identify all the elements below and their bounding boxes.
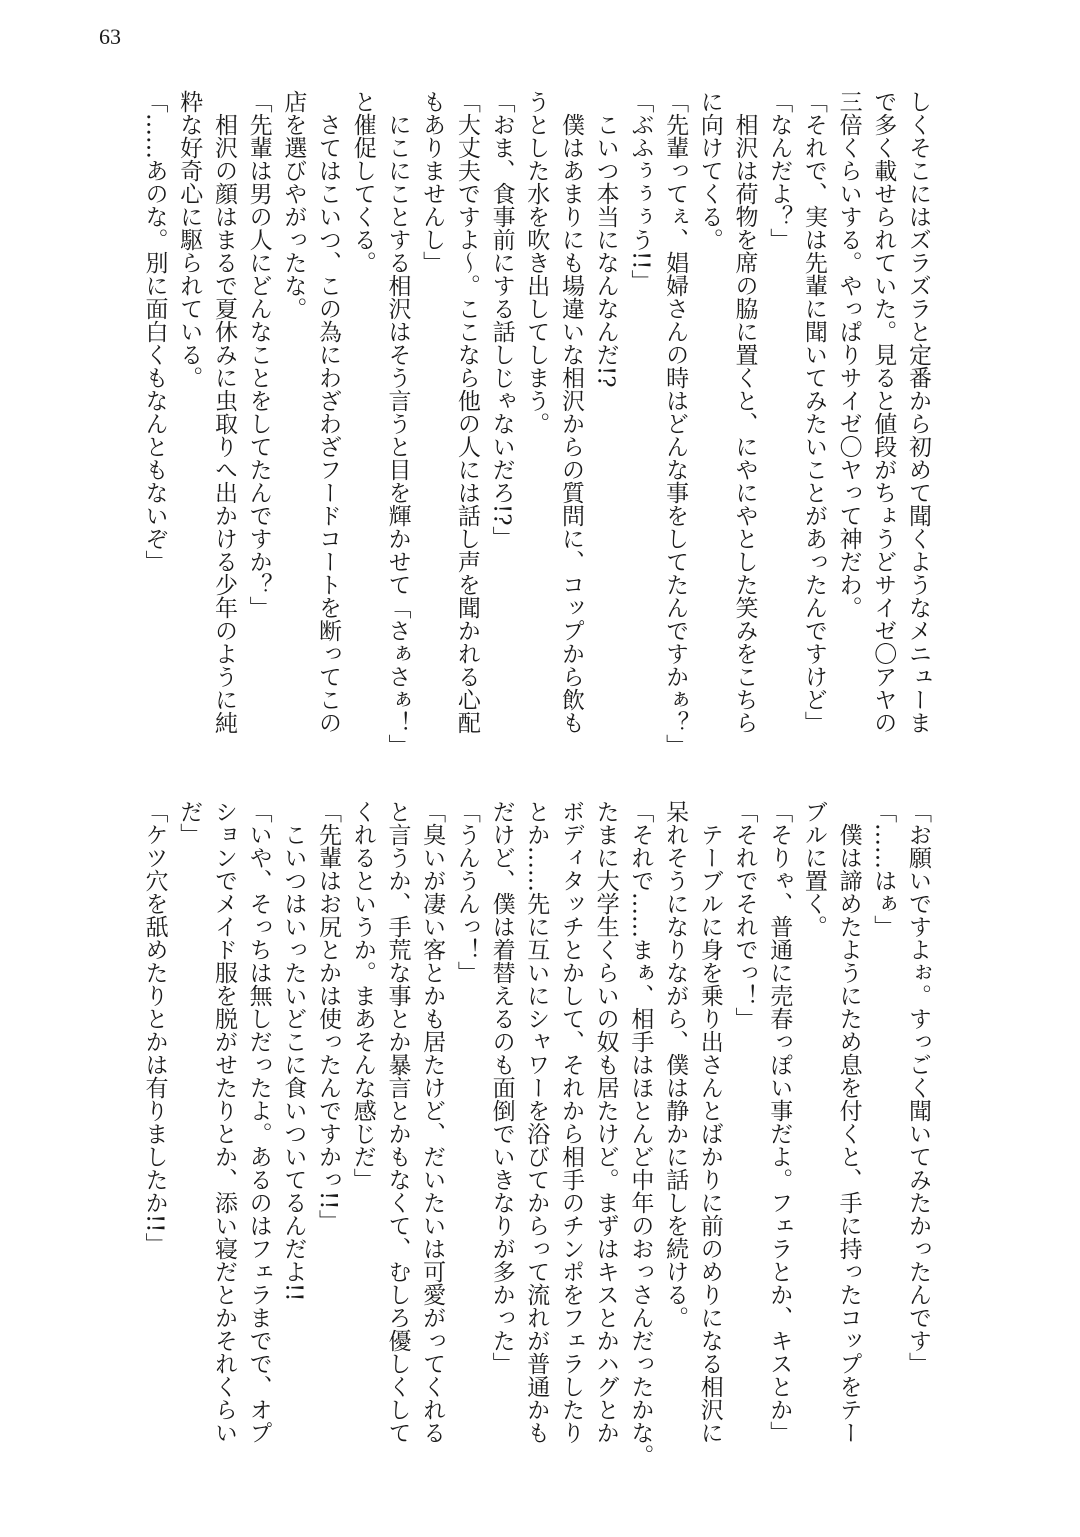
text-line: 「ケツ穴を舐めたりとかは有りましたか!!」 [141, 800, 168, 1256]
text-line: 僕は諦めたようにため息を付くと、手に持ったコップをテー [835, 800, 862, 1444]
text-line: こいつ本当になんなんだ!? [592, 90, 619, 388]
text-line: くれるというか。まあそんな感じだ」 [349, 800, 376, 1191]
text-line: 三倍くらいする。やっぱりサイゼ〇ヤって神だわ。 [835, 90, 862, 619]
text-line: と催促してくる。 [349, 90, 376, 274]
text-line: 「……はぁ」 [870, 800, 897, 938]
text-line: 「大丈夫ですよ〜。ここなら他の人には話し声を聞かれる心配 [453, 90, 480, 734]
text-line: ボディタッチとかして、それから相手のチンポをフェラしたり [557, 800, 584, 1444]
text-line: 店を選びやがったな。 [280, 90, 307, 320]
text-line: 呆れそうになりながら、僕は静かに話しを続ける。 [662, 800, 689, 1329]
text-line: 「先輩はお尻とかは使ったんですかっ!!」 [315, 800, 342, 1233]
text-line: と言うか、手荒な事とか暴言とかもなくて、むしろ優しくして [384, 800, 411, 1444]
text-line: たまに大学生くらいの奴も居たけど。まずはキスとかハグとか [592, 800, 619, 1444]
text-block-top [105, 90, 935, 782]
text-line: 粋な好奇心に駆られている。 [176, 90, 203, 389]
text-line: に向けてくる。 [696, 90, 723, 251]
text-block-bottom [105, 800, 935, 1500]
text-line: もありませんし」 [419, 90, 446, 274]
text-line: 「いや、そっちは無しだったよ。あるのはフェラまでで、オプ [245, 800, 272, 1444]
text-line: 「……あのな。別に面白くもなんともないぞ」 [141, 90, 168, 573]
text-line: しくそこにはズラズラと定番から初めて聞くようなメニューま [905, 90, 931, 734]
page-number: 63 [99, 24, 121, 49]
text-line: 「なんだよ？」 [766, 90, 793, 251]
text-line: だ」 [176, 800, 203, 846]
text-line: ブルに置く。 [800, 800, 827, 938]
text-line: さてはこいつ、この為にわざわざフードコートを断ってこの [315, 90, 342, 734]
text-line: 僕はあまりにも場違いな相沢からの質問に、コップから飲も [557, 90, 584, 734]
text-line: で多く載せられていた。見ると値段がちょうどサイゼ〇アヤの [870, 90, 897, 734]
text-line: 「おま、食事前にする話しじゃないだろ!?」 [488, 90, 515, 549]
text-line: だけど、僕は着替えるのも面倒でいきなりが多かった」 [488, 800, 515, 1375]
text-line: 相沢の顔はまるで夏休みに虫取りへ出かける少年のように純 [210, 90, 237, 734]
text-line: にこにことする相沢はそう言うと目を輝かせて「さぁさぁ！」 [384, 90, 411, 757]
text-line: 相沢は荷物を席の脇に置くと、にやにやとした笑みをこちら [731, 90, 758, 734]
text-line: 「それで、実は先輩に聞いてみたいことがあったんですけど」 [800, 90, 827, 734]
text-line: こいつはいったいどこに食いついてるんだよ!! [280, 800, 307, 1302]
text-line: 「それで……まぁ、相手はほとんど中年のおっさんだったかな。 [627, 800, 654, 1467]
text-line: 「うんうんっ！」 [453, 800, 480, 984]
text-line: 「先輩ってぇ、娼婦さんの時はどんな事をしてたんですかぁ？」 [662, 90, 689, 757]
text-line: 「そりゃ、普通に売春っぽい事だよ。フェラとか、キスとか」 [766, 800, 793, 1444]
text-line: 「ぶふぅぅぅう!!」 [627, 90, 654, 293]
text-line: うとした水を吹き出してしまう。 [523, 90, 550, 435]
text-line: 「それでそれでっ！」 [731, 800, 758, 1030]
text-line: 「お願いですよぉ。すっごく聞いてみたかったんです」 [905, 800, 931, 1375]
text-line: とか……先に互いにシャワーを浴びてからって流れが普通かも [523, 800, 550, 1444]
text-line: テーブルに身を乗り出さんとばかりに前のめりになる相沢に [696, 800, 723, 1444]
text-line: ションでメイド服を脱がせたりとか、添い寝だとかそれくらい [210, 800, 237, 1444]
text-line: 「先輩は男の人にどんなことをしてたんですか？」 [245, 90, 272, 619]
text-line: 「臭いが凄い客とかも居たけど、だいたいは可愛がってくれる [419, 800, 446, 1444]
